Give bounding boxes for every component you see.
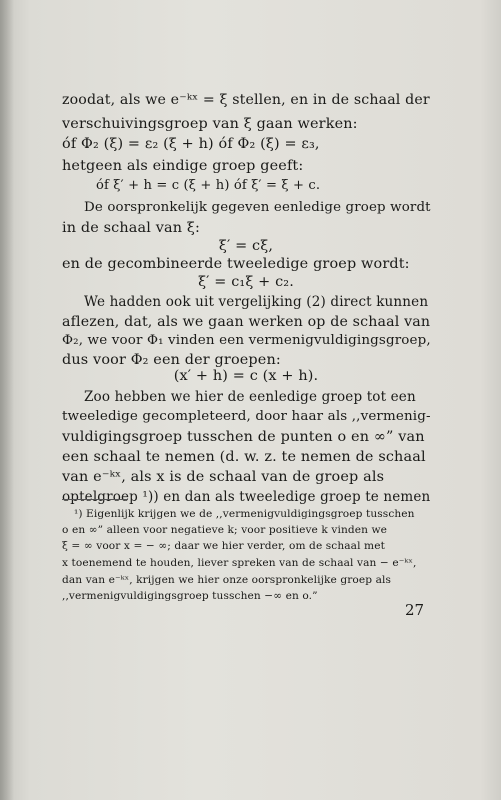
text-line: vuldigingsgroep tusschen de punten o en ∞” van	[62, 429, 425, 445]
text-line: optelgroep ¹)) en dan als tweeledige groep te nemen	[62, 489, 431, 505]
equation-line: óf Φ₂ (ξ) = ε₂ (ξ + h) óf Φ₂ (ξ) = ε₃,	[62, 136, 320, 152]
footnote-line: x toenemend te houden, liever spreken van de schaal van − e⁻ᵏˣ,	[62, 557, 417, 569]
equation-line: óf ξ′ + h = c (ξ + h) óf ξ′ = ξ + c.	[96, 178, 321, 193]
text-line: in de schaal van ξ:	[62, 220, 200, 236]
equation-line: (x′ + h) = c (x + h).	[173, 368, 319, 384]
text-line: verschuivingsgroep van ξ gaan werken:	[62, 116, 358, 132]
text-line: De oorspronkelijk gegeven eenledige groep wordt	[84, 200, 431, 215]
footnote-line: ,,vermenigvuldigingsgroep tusschen −∞ en o.”	[62, 590, 318, 602]
text-line: tweeledige gecompleteerd, door haar als ,,vermenig-	[62, 409, 431, 424]
footnote-line: ¹) Eigenlijk krijgen we de ,,vermenigvuldigingsgroep tusschen	[74, 508, 415, 520]
text-line: en de gecombineerde tweeledige groep wordt:	[62, 256, 410, 272]
text-line: van e⁻ᵏˣ, als x is de schaal van de groep als	[62, 469, 385, 485]
text-line: hetgeen als eindige groep geeft:	[62, 158, 304, 174]
text-line: dus voor Φ₂ een der groepen:	[62, 352, 281, 368]
page-number: 27	[405, 601, 425, 619]
footnote-line: dan van e⁻ᵏˣ, krijgen we hier onze oorspronkelijke groep als	[62, 574, 392, 586]
text-line: Zoo hebben we hier de eenledige groep tot een	[84, 389, 416, 405]
text-line: aflezen, dat, als we gaan werken op de schaal van	[62, 314, 431, 330]
footnote-line: ξ = ∞ voor x = − ∞; daar we hier verder, om de schaal met	[62, 540, 385, 552]
text-line: Φ₂, we voor Φ₁ vinden een vermenigvuldigingsgroep,	[62, 333, 431, 348]
footnote-line: o en ∞” alleen voor negatieve k; voor positieve k vinden we	[62, 524, 388, 536]
footnote-rule	[62, 499, 128, 500]
gutter-shadow	[0, 0, 14, 800]
equation-line: ξ′ = c₁ξ + c₂.	[198, 274, 294, 290]
equation-line: ξ′ = cξ,	[218, 238, 274, 254]
text-line: We hadden ook uit vergelijking (2) direct kunnen	[84, 294, 429, 310]
text-line: een schaal te nemen (d. w. z. te nemen de schaal	[62, 449, 426, 465]
text-line: zoodat, als we e⁻ᵏˣ = ξ stellen, en in de schaal der	[62, 92, 430, 108]
